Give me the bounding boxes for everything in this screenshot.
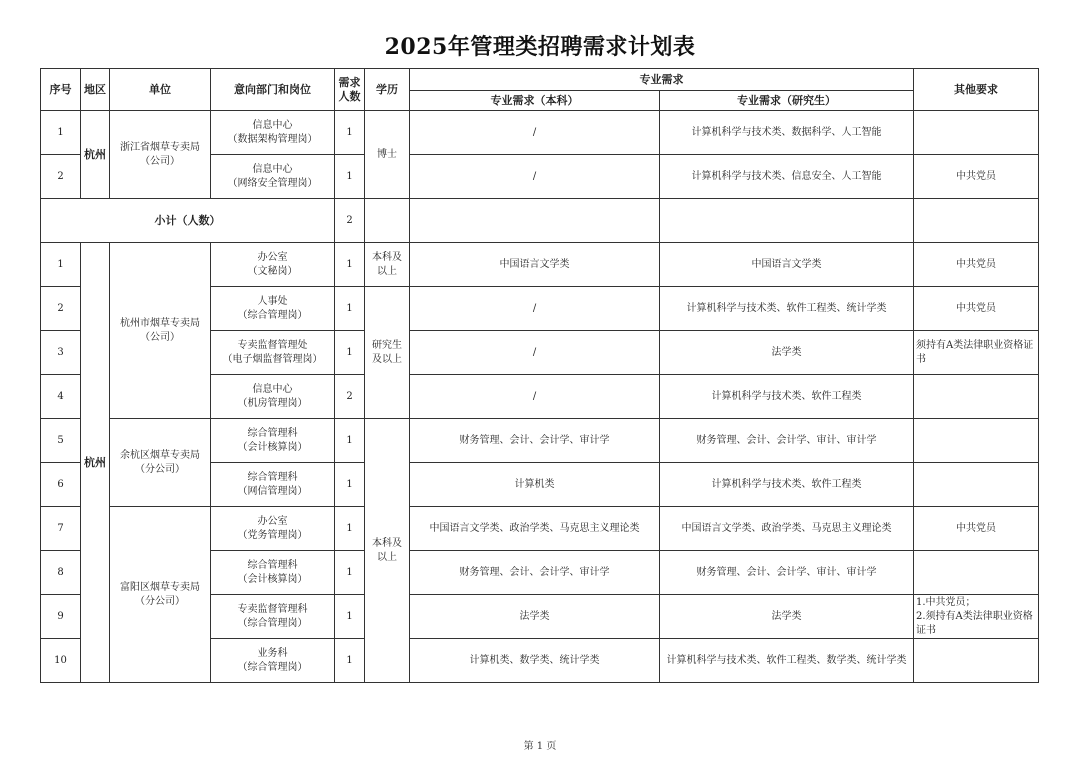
dept-cell: 办公室 （文秘岗） bbox=[211, 243, 335, 287]
recruitment-plan-table bbox=[40, 68, 1039, 683]
table-row bbox=[41, 419, 1039, 463]
major-ug-cell: 财务管理、会计、会计学、审计学 bbox=[410, 419, 660, 463]
major-pg-cell: 计算机科学与技术类、信息安全、人工智能 bbox=[660, 155, 914, 199]
count-cell: 1 bbox=[335, 111, 365, 155]
dept-cell: 办公室 （党务管理岗） bbox=[211, 507, 335, 551]
header-other: 其他要求 bbox=[914, 69, 1039, 111]
major-ug-cell: / bbox=[410, 375, 660, 419]
dept-cell: 综合管理科 （会计核算岗） bbox=[211, 419, 335, 463]
major-pg-cell: 计算机科学与技术类、数据科学、人工智能 bbox=[660, 111, 914, 155]
region-cell: 杭州 bbox=[81, 243, 110, 683]
other-cell: 中共党员 bbox=[914, 507, 1039, 551]
dept-cell: 专卖监督管理科 （综合管理岗） bbox=[211, 595, 335, 639]
seq-cell: 6 bbox=[41, 463, 81, 507]
seq-cell: 8 bbox=[41, 551, 81, 595]
seq-cell: 4 bbox=[41, 375, 81, 419]
major-ug-cell: 中国语言文学类、政治学类、马克思主义理论类 bbox=[410, 507, 660, 551]
header-dept: 意向部门和岗位 bbox=[211, 69, 335, 111]
dept-cell: 业务科 （综合管理岗） bbox=[211, 639, 335, 683]
other-cell bbox=[914, 551, 1039, 595]
count-cell: 1 bbox=[335, 595, 365, 639]
table-row bbox=[41, 111, 1039, 155]
unit-cell: 余杭区烟草专卖局 （分公司） bbox=[110, 419, 211, 507]
count-cell: 1 bbox=[335, 419, 365, 463]
major-ug-cell: 财务管理、会计、会计学、审计学 bbox=[410, 551, 660, 595]
header-edu: 学历 bbox=[365, 69, 410, 111]
major-pg-cell: 中国语言文学类 bbox=[660, 243, 914, 287]
unit-cell: 杭州市烟草专卖局 （公司） bbox=[110, 243, 211, 419]
seq-cell: 10 bbox=[41, 639, 81, 683]
count-cell: 1 bbox=[335, 243, 365, 287]
other-cell bbox=[914, 639, 1039, 683]
major-pg-cell: 法学类 bbox=[660, 331, 914, 375]
other-cell: 中共党员 bbox=[914, 287, 1039, 331]
other-cell: 中共党员 bbox=[914, 155, 1039, 199]
subtotal-row bbox=[41, 199, 1039, 243]
table-row bbox=[41, 507, 1039, 551]
major-pg-cell: 中国语言文学类、政治学类、马克思主义理论类 bbox=[660, 507, 914, 551]
empty-cell bbox=[365, 199, 410, 243]
region-cell: 杭州 bbox=[81, 111, 110, 199]
major-pg-cell: 法学类 bbox=[660, 595, 914, 639]
count-cell: 1 bbox=[335, 551, 365, 595]
header-row bbox=[41, 69, 1039, 91]
major-pg-cell: 计算机科学与技术类、软件工程类、数学类、统计学类 bbox=[660, 639, 914, 683]
header-major-postgrad: 专业需求（研究生） bbox=[660, 91, 914, 111]
other-cell bbox=[914, 375, 1039, 419]
major-ug-cell: / bbox=[410, 155, 660, 199]
edu-cell: 研究生 及以上 bbox=[365, 287, 410, 419]
table-row bbox=[41, 243, 1039, 287]
major-ug-cell: 计算机类 bbox=[410, 463, 660, 507]
empty-cell bbox=[410, 199, 660, 243]
count-cell: 1 bbox=[335, 463, 365, 507]
page-title: 2025年管理类招聘需求计划表 bbox=[384, 34, 696, 60]
major-ug-cell: 计算机类、数学类、统计学类 bbox=[410, 639, 660, 683]
dept-cell: 信息中心 （数据架构管理岗） bbox=[211, 111, 335, 155]
dept-cell: 信息中心 （网络安全管理岗） bbox=[211, 155, 335, 199]
empty-cell bbox=[660, 199, 914, 243]
other-cell bbox=[914, 463, 1039, 507]
unit-cell: 富阳区烟草专卖局 （分公司） bbox=[110, 507, 211, 683]
major-ug-cell: 中国语言文学类 bbox=[410, 243, 660, 287]
major-pg-cell: 计算机科学与技术类、软件工程类 bbox=[660, 463, 914, 507]
count-cell: 1 bbox=[335, 331, 365, 375]
header-major: 专业需求 bbox=[410, 69, 914, 91]
count-cell: 1 bbox=[335, 287, 365, 331]
count-cell: 1 bbox=[335, 639, 365, 683]
dept-cell: 综合管理科 （会计核算岗） bbox=[211, 551, 335, 595]
dept-cell: 专卖监督管理处 （电子烟监督管理岗） bbox=[211, 331, 335, 375]
dept-cell: 信息中心 （机房管理岗） bbox=[211, 375, 335, 419]
unit-cell: 浙江省烟草专卖局 （公司） bbox=[110, 111, 211, 199]
major-pg-cell: 财务管理、会计、会计学、审计、审计学 bbox=[660, 551, 914, 595]
seq-cell: 9 bbox=[41, 595, 81, 639]
major-ug-cell: / bbox=[410, 111, 660, 155]
count-cell: 2 bbox=[335, 375, 365, 419]
other-cell bbox=[914, 419, 1039, 463]
seq-cell: 1 bbox=[41, 243, 81, 287]
major-ug-cell: 法学类 bbox=[410, 595, 660, 639]
header-seq: 序号 bbox=[41, 69, 81, 111]
header-unit: 单位 bbox=[110, 69, 211, 111]
other-cell: 中共党员 bbox=[914, 243, 1039, 287]
dept-cell: 综合管理科 （网信管理岗） bbox=[211, 463, 335, 507]
major-pg-cell: 财务管理、会计、会计学、审计、审计学 bbox=[660, 419, 914, 463]
header-major-undergrad: 专业需求（本科） bbox=[410, 91, 660, 111]
subtotal-value: 2 bbox=[335, 199, 365, 243]
empty-cell bbox=[914, 199, 1039, 243]
page-number: 第 1 页 bbox=[523, 741, 557, 752]
count-cell: 1 bbox=[335, 155, 365, 199]
count-cell: 1 bbox=[335, 507, 365, 551]
major-ug-cell: / bbox=[410, 331, 660, 375]
seq-cell: 5 bbox=[41, 419, 81, 463]
major-ug-cell: / bbox=[410, 287, 660, 331]
seq-cell: 2 bbox=[41, 155, 81, 199]
subtotal-label: 小计（人数） bbox=[41, 199, 335, 243]
other-cell bbox=[914, 111, 1039, 155]
header-region: 地区 bbox=[81, 69, 110, 111]
seq-cell: 3 bbox=[41, 331, 81, 375]
seq-cell: 7 bbox=[41, 507, 81, 551]
dept-cell: 人事处 （综合管理岗） bbox=[211, 287, 335, 331]
edu-cell: 本科及 以上 bbox=[365, 243, 410, 287]
other-cell: 1.中共党员； 2.须持有A类法律职业资格证书 bbox=[914, 595, 1039, 639]
other-cell: 须持有A类法律职业资格证书 bbox=[914, 331, 1039, 375]
major-pg-cell: 计算机科学与技术类、软件工程类、统计学类 bbox=[660, 287, 914, 331]
header-count: 需求 人数 bbox=[335, 69, 365, 111]
seq-cell: 2 bbox=[41, 287, 81, 331]
edu-cell: 本科及 以上 bbox=[365, 419, 410, 683]
seq-cell: 1 bbox=[41, 111, 81, 155]
edu-cell: 博士 bbox=[365, 111, 410, 199]
major-pg-cell: 计算机科学与技术类、软件工程类 bbox=[660, 375, 914, 419]
